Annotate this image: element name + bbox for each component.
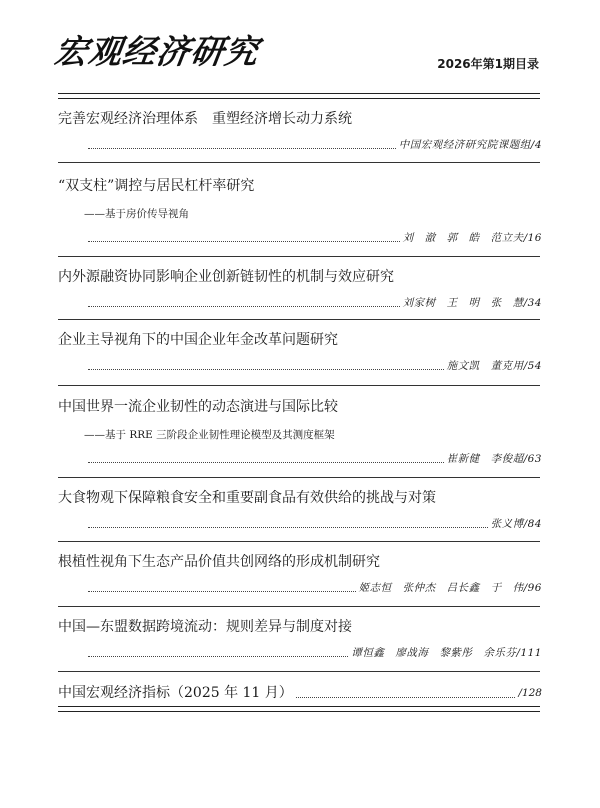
article-title[interactable]: 完善宏观经济治理体系 重塑经济增长动力系统	[58, 111, 352, 127]
dot-leader	[88, 305, 400, 307]
article-title[interactable]: 中国世界一流企业韧性的动态演进与国际比较	[58, 399, 338, 415]
leader-line	[88, 231, 542, 245]
article-authors: 谭恒鑫 廖战海 黎紫彤 余乐芬/111	[351, 647, 542, 659]
entry-divider	[58, 541, 540, 542]
dot-leader	[88, 461, 444, 463]
article-title[interactable]: 内外源融资协同影响企业创新链韧性的机制与效应研究	[58, 269, 394, 285]
leader-line	[88, 359, 542, 373]
dot-leader	[88, 590, 356, 592]
article-subtitle: ——基于 RRE 三阶段企业韧性理论模型及其测度框架	[84, 429, 335, 441]
toc-entry[interactable]	[58, 618, 542, 660]
dot-leader	[88, 147, 396, 149]
entry-divider	[58, 606, 540, 607]
footer-divider	[58, 706, 540, 712]
entry-divider	[58, 385, 540, 386]
entry-divider	[58, 162, 540, 163]
entry-divider	[58, 256, 540, 257]
toc-entry[interactable]	[58, 110, 542, 152]
indicators-entry[interactable]	[58, 684, 542, 702]
leader-line	[88, 296, 542, 310]
dot-leader	[88, 655, 348, 657]
leader-line	[88, 452, 542, 466]
entry-divider	[58, 477, 540, 478]
dot-leader	[88, 526, 488, 528]
article-title[interactable]: 根植性视角下生态产品价值共创网络的形成机制研究	[58, 554, 380, 570]
article-authors: 施文凯 董克用/54	[446, 360, 542, 372]
article-authors: 中国宏观经济研究院课题组/4	[398, 139, 542, 151]
toc-entry[interactable]	[58, 489, 542, 531]
article-title[interactable]: 大食物观下保障粮食安全和重要副食品有效供给的挑战与对策	[58, 490, 436, 506]
toc-entry[interactable]	[58, 331, 542, 373]
toc-entry[interactable]	[58, 398, 542, 466]
toc-entry[interactable]	[58, 177, 542, 245]
entry-divider	[58, 319, 540, 320]
article-subtitle: ——基于房价传导视角	[84, 208, 189, 220]
article-authors: 姬志恒 张仲杰 吕长鑫 于 伟/96	[358, 582, 542, 594]
issue-label: 2026年第1期目录	[437, 57, 539, 71]
dot-leader	[88, 240, 400, 242]
leader-line	[88, 646, 542, 660]
article-authors: 张义博/84	[490, 518, 542, 530]
article-authors: 刘 澈 郭 皓 范立夫/16	[402, 232, 542, 244]
article-title[interactable]: 企业主导视角下的中国企业年金改革问题研究	[58, 332, 338, 348]
indicators-title[interactable]: 中国宏观经济指标（2025 年 11 月）	[58, 685, 293, 701]
article-authors: 崔新健 李俊超/63	[446, 453, 542, 465]
entry-divider	[58, 671, 540, 672]
article-title[interactable]: 中国—东盟数据跨境流动：规则差异与制度对接	[58, 619, 352, 635]
leader-line	[88, 581, 542, 595]
article-authors: 刘家树 王 明 张 慧/34	[402, 297, 542, 309]
leader-line	[88, 138, 542, 152]
article-title[interactable]: “双支柱”调控与居民杠杆率研究	[58, 178, 255, 194]
dot-leader	[88, 368, 444, 370]
dot-leader	[296, 696, 516, 698]
toc-entry[interactable]	[58, 268, 542, 310]
leader-line	[88, 517, 542, 531]
indicators-page: /128	[518, 687, 542, 699]
journal-logo: 宏观经济研究	[51, 32, 262, 71]
toc-entry[interactable]	[58, 553, 542, 595]
header-divider	[58, 93, 540, 99]
